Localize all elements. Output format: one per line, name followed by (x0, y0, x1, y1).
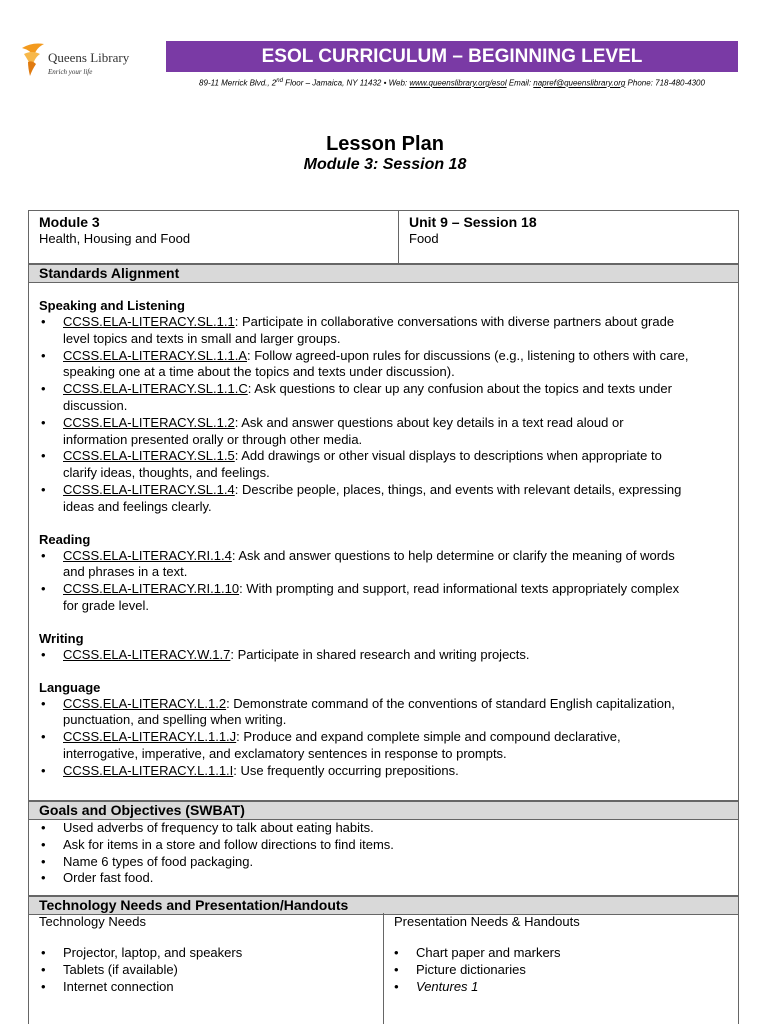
module-label: Module 3 (39, 214, 100, 230)
unit-value: Food (409, 231, 439, 246)
standards-list (39, 696, 738, 780)
standard-code-link[interactable]: CCSS.ELA-LITERACY.SL.1.1.C (63, 381, 248, 397)
presentation-need-item: • Chart paper and markers (416, 945, 739, 962)
queens-library-logo (18, 40, 128, 90)
module-cell (29, 211, 399, 263)
tech-right-title: Presentation Needs & Handouts (394, 914, 580, 929)
address-superscript: nd (276, 78, 283, 84)
module-unit-table (28, 210, 739, 264)
goals-heading: Goals and Objectives (SWBAT) (28, 801, 739, 820)
standards-group-title: Speaking and Listening (39, 298, 185, 313)
address-line (166, 78, 738, 88)
standard-item (63, 581, 738, 615)
standard-text: : With prompting and support, read informational texts appropriately complex (239, 581, 680, 597)
logo-tagline: Enrich your life (48, 68, 93, 76)
page-subtitle: Module 3: Session 18 (303, 156, 467, 173)
standards-group-title: Writing (39, 630, 84, 646)
standard-item (63, 647, 738, 664)
standards-list (39, 548, 738, 615)
standard-code-link[interactable]: CCSS.ELA-LITERACY.SL.1.1.A (63, 347, 248, 363)
standard-text-cont: interrogative, imperative, and exclamatory sentences in response to prompts. (63, 745, 507, 761)
standard-text-cont: and phrases in a text. (63, 564, 188, 580)
standard-code-link[interactable]: CCSS.ELA-LITERACY.L.1.1.I (63, 762, 234, 778)
unit-label: Unit 9 – Session 18 (409, 214, 537, 230)
standard-text-cont: for grade level. (63, 597, 149, 613)
email-label: Email: (506, 78, 534, 88)
standard-item (63, 415, 738, 449)
tech-section (28, 913, 739, 1024)
unit-cell (399, 211, 547, 249)
standard-text: : Follow agreed-upon rules for discussions (e.g., listening to others with care, (247, 347, 689, 363)
tech-left-column (29, 913, 384, 1024)
phone-text: Phone: 718-480-4300 (625, 78, 705, 88)
tech-need-item: • Tablets (if available) (63, 962, 383, 979)
standards-list (39, 647, 738, 664)
standard-item (63, 729, 738, 763)
tech-need-item: • Internet connection (63, 979, 383, 996)
standards-section (28, 281, 739, 801)
goal-item: • Name 6 types of food packaging. (63, 854, 738, 871)
standard-text: : Add drawings or other visual displays to descriptions when appropriate to (234, 448, 662, 464)
standard-text-cont: ideas and feelings clearly. (63, 498, 212, 514)
goal-item: • Used adverbs of frequency to talk about eating habits. (63, 820, 738, 837)
standards-group (39, 531, 738, 615)
standard-text: : Use frequently occurring prepositions. (233, 762, 459, 778)
standards-content (29, 281, 738, 780)
standard-text: : Ask and answer questions to help determine or clarify the meaning of words (231, 547, 675, 563)
tech-right-list (394, 931, 739, 995)
standard-item (63, 314, 738, 348)
standard-item (63, 763, 738, 780)
address-rest: Floor – Jamaica, NY 11432 • Web: (282, 78, 410, 88)
standard-text: : Ask and answer questions about key details in a text read aloud or (234, 414, 624, 430)
standard-text-cont: speaking one at a time about the topics and texts under discussion). (63, 364, 455, 380)
standard-text: : Participate in shared research and writing projects. (230, 646, 530, 662)
web-link[interactable]: www.queenslibrary.org/esol (409, 78, 507, 88)
standard-text: : Demonstrate command of the conventions of standard English capitalization, (226, 695, 675, 711)
standards-group (39, 297, 738, 516)
goals-list (29, 818, 738, 887)
standard-code-link[interactable]: CCSS.ELA-LITERACY.SL.1.2 (63, 414, 235, 430)
standard-text-cont: clarify ideas, thoughts, and feelings. (63, 465, 270, 481)
standard-text-cont: punctuation, and spelling when writing. (63, 712, 287, 728)
standards-group (39, 630, 738, 664)
standard-text: : Produce and expand complete simple and compound declarative, (236, 729, 621, 745)
tech-left-list (39, 931, 383, 995)
curriculum-banner: ESOL CURRICULUM – BEGINNING LEVEL (166, 41, 738, 72)
tech-left-title: Technology Needs (39, 914, 146, 929)
logo-brand: Queens Library (48, 50, 130, 65)
standards-group (39, 679, 738, 780)
standards-heading: Standards Alignment (28, 264, 739, 283)
standard-code-link[interactable]: CCSS.ELA-LITERACY.SL.1.1 (63, 314, 235, 329)
library-flame-icon (18, 40, 48, 80)
tech-heading: Technology Needs and Presentation/Handouts (28, 896, 739, 915)
address-text: 89-11 Merrick Blvd., 2 (199, 78, 277, 88)
tech-right-column (384, 913, 739, 995)
presentation-need-item: • Picture dictionaries (416, 962, 739, 979)
standard-code-link[interactable]: CCSS.ELA-LITERACY.RI.1.10 (63, 581, 240, 597)
standards-groups (39, 297, 738, 780)
presentation-need-item: • Ventures 1 (416, 979, 739, 996)
standard-text: : Ask questions to clear up any confusion about the topics and texts under (247, 381, 672, 397)
standard-text-cont: level topics and texts in small and larger groups. (63, 330, 341, 346)
goals-section (28, 818, 739, 896)
standards-list (39, 314, 738, 516)
module-value: Health, Housing and Food (39, 231, 191, 246)
standard-text-cont: information presented orally or through other media. (63, 431, 363, 447)
standards-group-title: Language (39, 679, 101, 695)
standard-item (63, 548, 738, 582)
standard-code-link[interactable]: CCSS.ELA-LITERACY.RI.1.4 (63, 547, 232, 563)
standard-text: : Participate in collaborative conversations with diverse partners about grade (234, 314, 675, 329)
standard-item (63, 482, 738, 516)
standard-code-link[interactable]: CCSS.ELA-LITERACY.L.1.2 (63, 695, 227, 711)
standard-code-link[interactable]: CCSS.ELA-LITERACY.W.1.7 (63, 646, 231, 662)
standard-text: : Describe people, places, things, and events with relevant details, expressing (234, 481, 682, 497)
standard-item (63, 381, 738, 415)
page-title: Lesson Plan (326, 133, 444, 155)
standard-code-link[interactable]: CCSS.ELA-LITERACY.SL.1.5 (63, 448, 235, 464)
standard-item (63, 348, 738, 382)
standard-item (63, 448, 738, 482)
goal-item: • Order fast food. (63, 870, 738, 887)
goal-item: • Ask for items in a store and follow directions to find items. (63, 837, 738, 854)
standard-text-cont: discussion. (63, 397, 128, 413)
standards-group-title: Reading (39, 531, 91, 547)
email-link[interactable]: napref@queenslibrary.org (533, 78, 626, 88)
standard-code-link[interactable]: CCSS.ELA-LITERACY.L.1.1.J (63, 729, 237, 745)
standard-item (63, 696, 738, 730)
standard-code-link[interactable]: CCSS.ELA-LITERACY.SL.1.4 (63, 481, 235, 497)
tech-need-item: • Projector, laptop, and speakers (63, 945, 383, 962)
